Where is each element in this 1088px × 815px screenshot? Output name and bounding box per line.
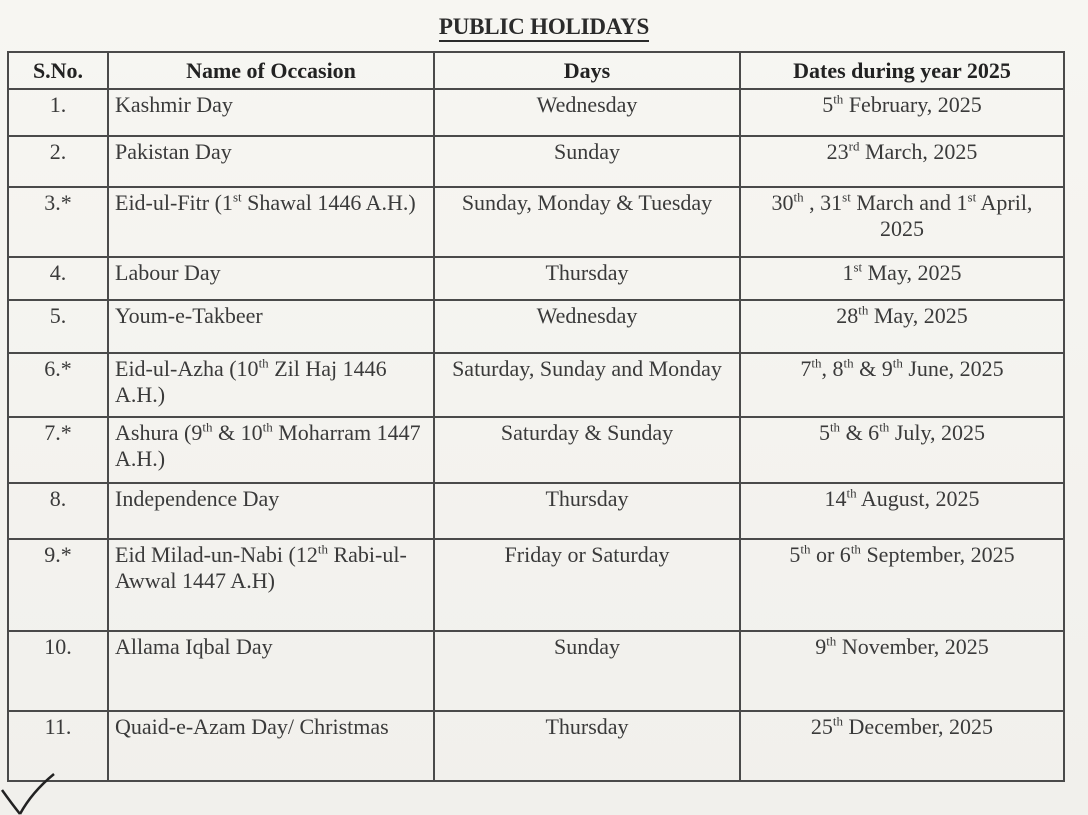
ordinal-suffix: th: [793, 189, 804, 205]
cell-occasion: Eid Milad-un-Nabi (12th Rabi-ul- Awwal 1447 A.H): [108, 539, 434, 631]
cell-sno: 10.: [8, 631, 108, 711]
cell-sno: 7.*: [8, 417, 108, 483]
ordinal-suffix: th: [202, 419, 213, 435]
table-row: [8, 89, 1064, 136]
table-row: [8, 187, 1064, 257]
cell-occasion: Independence Day: [108, 483, 434, 539]
cell-date: 1st May, 2025: [740, 257, 1064, 300]
cell-days: Saturday, Sunday and Monday: [434, 353, 740, 417]
cell-occasion: Allama Iqbal Day: [108, 631, 434, 711]
cell-occasion: Pakistan Day: [108, 136, 434, 187]
ordinal-suffix: st: [853, 259, 863, 275]
ordinal-suffix: th: [800, 541, 811, 557]
ordinal-suffix: th: [262, 419, 273, 435]
cell-days: Thursday: [434, 483, 740, 539]
cell-date: 7th, 8th & 9th June, 2025: [740, 353, 1064, 417]
cell-date: 9th November, 2025: [740, 631, 1064, 711]
page-title: [0, 14, 1088, 40]
ordinal-suffix: rd: [848, 138, 860, 154]
ordinal-suffix: th: [833, 91, 844, 107]
checkmark-icon: [0, 772, 70, 815]
header-sno: S.No.: [8, 52, 108, 89]
ordinal-suffix: th: [811, 355, 822, 371]
cell-sno: 4.: [8, 257, 108, 300]
table-row: [8, 353, 1064, 417]
ordinal-suffix: st: [232, 189, 242, 205]
ordinal-suffix: th: [832, 713, 844, 729]
cell-date: 5th or 6th September, 2025: [740, 539, 1064, 631]
cell-sno: 9.*: [8, 539, 108, 631]
ordinal-suffix: th: [858, 302, 869, 318]
ordinal-suffix: th: [850, 541, 861, 557]
ordinal-suffix: th: [846, 485, 857, 501]
table-row: [8, 483, 1064, 539]
cell-date: 5th February, 2025: [740, 89, 1064, 136]
cell-days: Wednesday: [434, 300, 740, 353]
cell-occasion: Eid-ul-Fitr (1st Shawal 1446 A.H.): [108, 187, 434, 257]
cell-sno: 11.: [8, 711, 108, 781]
header-dates: Dates during year 2025: [740, 52, 1064, 89]
cell-date: 25th December, 2025: [740, 711, 1064, 781]
table-row: [8, 300, 1064, 353]
cell-days: Friday or Saturday: [434, 539, 740, 631]
cell-days: Saturday & Sunday: [434, 417, 740, 483]
table-row: [8, 631, 1064, 711]
ordinal-suffix: th: [317, 541, 328, 557]
table-row: [8, 417, 1064, 483]
cell-days: Sunday, Monday & Tuesday: [434, 187, 740, 257]
cell-sno: 5.: [8, 300, 108, 353]
cell-days: Thursday: [434, 711, 740, 781]
cell-occasion: Youm-e-Takbeer: [108, 300, 434, 353]
cell-date: 23rd March, 2025: [740, 136, 1064, 187]
header-days: Days: [434, 52, 740, 89]
cell-sno: 2.: [8, 136, 108, 187]
table-header-row: [8, 52, 1064, 89]
ordinal-suffix: th: [843, 355, 854, 371]
cell-occasion: Quaid-e-Azam Day/ Christmas: [108, 711, 434, 781]
table-row: [8, 539, 1064, 631]
table-row: [8, 711, 1064, 781]
cell-occasion: Kashmir Day: [108, 89, 434, 136]
cell-sno: 1.: [8, 89, 108, 136]
cell-occasion: Eid-ul-Azha (10th Zil Haj 1446 A.H.): [108, 353, 434, 417]
cell-sno: 6.*: [8, 353, 108, 417]
ordinal-suffix: st: [842, 189, 851, 205]
cell-days: Sunday: [434, 631, 740, 711]
cell-days: Thursday: [434, 257, 740, 300]
cell-days: Sunday: [434, 136, 740, 187]
holidays-table: [7, 51, 1065, 782]
cell-days: Wednesday: [434, 89, 740, 136]
table-row: [8, 257, 1064, 300]
cell-date: 28th May, 2025: [740, 300, 1064, 353]
cell-date: 5th & 6th July, 2025: [740, 417, 1064, 483]
cell-occasion: Ashura (9th & 10th Moharram 1447 A.H.): [108, 417, 434, 483]
ordinal-suffix: th: [258, 355, 269, 371]
cell-sno: 8.: [8, 483, 108, 539]
table-row: [8, 136, 1064, 187]
cell-sno: 3.*: [8, 187, 108, 257]
header-occasion: Name of Occasion: [108, 52, 434, 89]
cell-date: 30th , 31st March and 1st April, 2025: [740, 187, 1064, 257]
cell-occasion: Labour Day: [108, 257, 434, 300]
ordinal-suffix: st: [967, 189, 977, 205]
cell-date: 14th August, 2025: [740, 483, 1064, 539]
ordinal-suffix: th: [826, 633, 837, 649]
ordinal-suffix: th: [892, 355, 903, 371]
ordinal-suffix: th: [879, 419, 890, 435]
page-title-text: PUBLIC HOLIDAYS: [439, 14, 649, 42]
ordinal-suffix: th: [829, 419, 841, 435]
